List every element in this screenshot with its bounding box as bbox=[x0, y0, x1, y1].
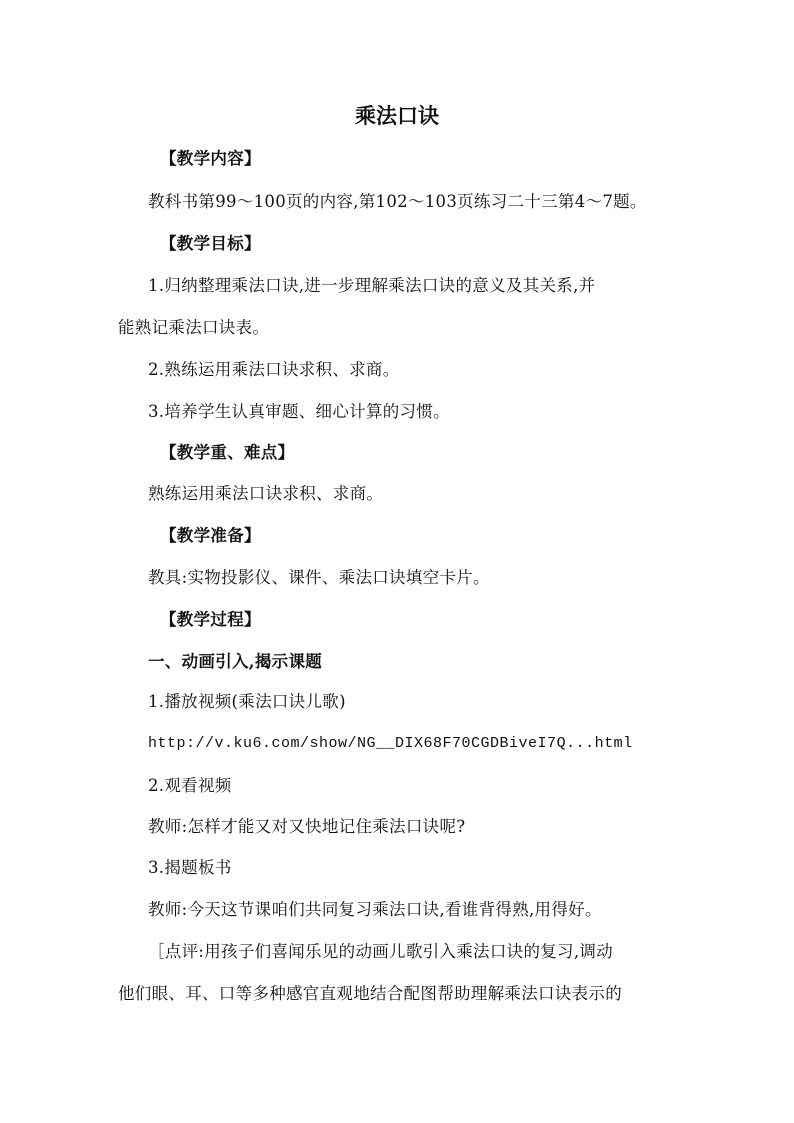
section-heading-preparation: 【教学准备】 bbox=[160, 526, 261, 545]
subsection-heading: 一、动画引入,揭示课题 bbox=[148, 652, 323, 671]
paragraph-line: 能熟记乘法口诀表。 bbox=[118, 318, 270, 337]
section-heading-key-points: 【教学重、难点】 bbox=[160, 443, 295, 462]
paragraph-line: 2.观看视频 bbox=[148, 776, 232, 795]
section-heading-objectives: 【教学目标】 bbox=[160, 234, 261, 253]
comment-line: ［点评:用孩子们喜闻乐见的动画儿歌引入乘法口诀的复习,调动 bbox=[148, 942, 614, 961]
video-link[interactable]: http://v.ku6.com/show/NG__DIX68F70CGDBiveI7Q...html bbox=[148, 735, 633, 752]
paragraph-line: 1.播放视频(乘法口诀儿歌) bbox=[148, 692, 346, 711]
section-heading-process: 【教学过程】 bbox=[160, 610, 261, 629]
paragraph-line: 教师:今天这节课咱们共同复习乘法口诀,看谁背得熟,用得好。 bbox=[148, 900, 602, 919]
paragraph-line: 3.培养学生认真审题、细心计算的习惯。 bbox=[148, 402, 450, 421]
document-title: 乘法口诀 bbox=[355, 103, 439, 128]
paragraph-line: 3.揭题板书 bbox=[148, 858, 232, 877]
paragraph-line: 1.归纳整理乘法口诀,进一步理解乘法口诀的意义及其关系,并 bbox=[148, 276, 596, 295]
paragraph-line: 熟练运用乘法口诀求积、求商。 bbox=[148, 484, 384, 503]
paragraph-line: 教具:实物投影仪、课件、乘法口诀填空卡片。 bbox=[148, 568, 490, 587]
section-heading-content: 【教学内容】 bbox=[160, 149, 261, 168]
paragraph-line: 教师:怎样才能又对又快地记住乘法口诀呢? bbox=[148, 817, 466, 836]
paragraph-line: 2.熟练运用乘法口诀求积、求商。 bbox=[148, 360, 400, 379]
paragraph-line: 教科书第99～100页的内容,第102～103页练习二十三第4～7题。 bbox=[148, 192, 647, 211]
comment-line: 他们眼、耳、口等多种感官直观地结合配图帮助理解乘法口诀表示的 bbox=[118, 984, 622, 1003]
